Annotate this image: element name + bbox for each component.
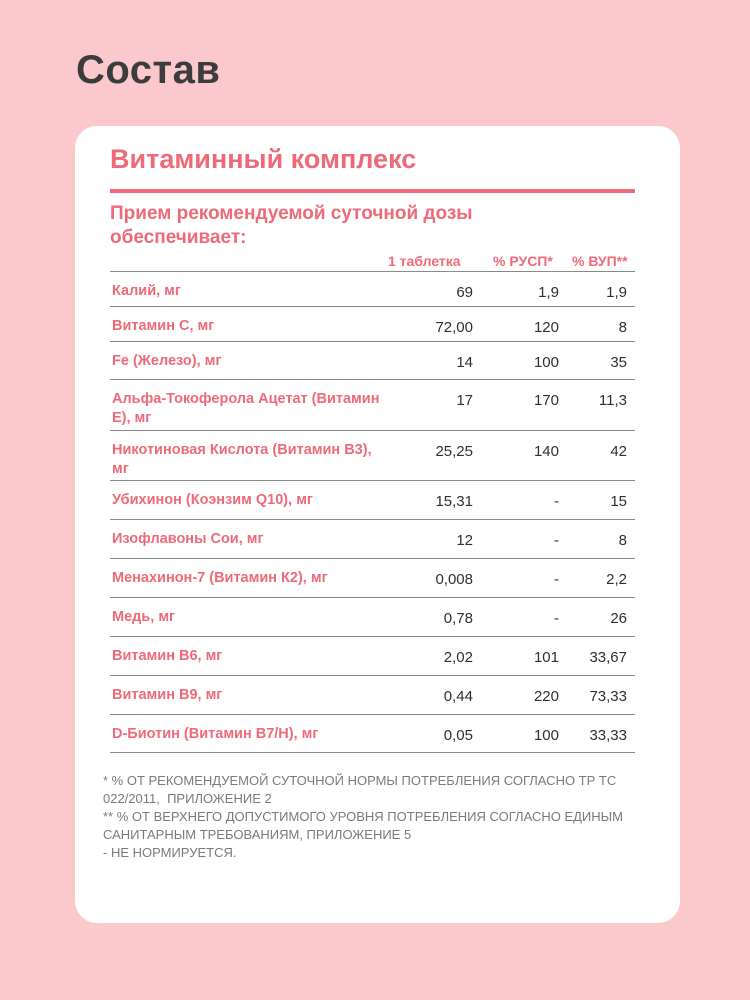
nutrient-name: Никотиновая Кислота (Витамин В3), мг xyxy=(112,442,372,477)
value-vup: 11,3 xyxy=(598,392,627,409)
value-vup: 1,9 xyxy=(606,284,627,301)
value-rusp: 140 xyxy=(533,443,559,460)
table-row xyxy=(110,341,635,379)
value-rusp: 100 xyxy=(533,727,559,744)
table-row xyxy=(110,636,635,675)
table-row xyxy=(110,714,635,753)
nutrient-name: Витамин В9, мг xyxy=(112,687,223,703)
table-row xyxy=(110,430,635,480)
table-row xyxy=(110,306,635,341)
table-row xyxy=(110,597,635,636)
value-rusp: - xyxy=(554,532,559,549)
footnote-rusp: * % ОТ РЕКОМЕНДУЕМОЙ СУТОЧНОЙ НОРМЫ ПОТРЕБЛЕНИЯ СОГЛАСНО ТР ТС 022/2011, ПРИЛОЖЕНИЕ 2 xyxy=(103,773,620,806)
footnotes xyxy=(103,772,663,862)
value-rusp: 120 xyxy=(533,319,559,336)
value-vup: 2,2 xyxy=(606,571,627,588)
column-header-per-tablet: 1 таблетка xyxy=(388,253,461,269)
nutrient-name: D-Биотин (Витамин В7/Н), мг xyxy=(112,726,319,742)
value-per-tablet: 0,78 xyxy=(443,610,473,627)
value-per-tablet: 14 xyxy=(456,354,473,371)
value-vup: 26 xyxy=(610,610,627,627)
value-per-tablet: 15,31 xyxy=(435,493,473,510)
nutrient-name: Убихинон (Коэнзим Q10), мг xyxy=(112,492,313,508)
footnote-not-normed: - НЕ НОРМИРУЕТСЯ. xyxy=(103,845,237,860)
value-per-tablet: 72,00 xyxy=(435,319,473,336)
value-vup: 33,67 xyxy=(589,649,627,666)
value-vup: 8 xyxy=(618,532,627,549)
nutrient-name: Альфа-Токоферола Ацетат (Витамин Е), мг xyxy=(112,391,380,426)
value-per-tablet: 0,44 xyxy=(443,688,473,705)
page-title: Состав xyxy=(76,48,221,92)
nutrient-name: Медь, мг xyxy=(112,609,176,625)
value-rusp: 170 xyxy=(533,392,559,409)
value-per-tablet: 69 xyxy=(456,284,473,301)
value-vup: 42 xyxy=(610,443,627,460)
table-row xyxy=(110,675,635,714)
value-vup: 33,33 xyxy=(589,727,627,744)
composition-card xyxy=(75,126,680,923)
value-rusp: - xyxy=(554,571,559,588)
table-row xyxy=(110,379,635,430)
value-vup: 35 xyxy=(610,354,627,371)
title-divider xyxy=(110,189,635,193)
nutrient-table xyxy=(110,271,635,753)
footnote-vup: ** % ОТ ВЕРХНЕГО ДОПУСТИМОГО УРОВНЯ ПОТРЕБЛЕНИЯ СОГЛАСНО ЕДИНЫМ САНИТАРНЫМ ТРЕБОВАНИЯМ, ПРИЛОЖЕНИЕ 5 xyxy=(103,809,627,842)
nutrient-name: Витамин С, мг xyxy=(112,318,215,334)
nutrient-name: Fe (Железо), мг xyxy=(112,353,222,369)
value-rusp: 100 xyxy=(533,354,559,371)
value-rusp: - xyxy=(554,493,559,510)
value-vup: 8 xyxy=(618,319,627,336)
value-per-tablet: 2,02 xyxy=(443,649,473,666)
intro-text: Прием рекомендуемой суточной дозы обеспечивает: xyxy=(110,203,473,248)
nutrient-name: Витамин В6, мг xyxy=(112,648,223,664)
column-header-vup: % ВУП** xyxy=(572,253,628,269)
table-row xyxy=(110,271,635,306)
value-per-tablet: 17 xyxy=(456,392,473,409)
table-row xyxy=(110,558,635,597)
column-header-rusp: % РУСП* xyxy=(493,253,553,269)
value-rusp: 1,9 xyxy=(538,284,559,301)
nutrient-name: Менахинон-7 (Витамин К2), мг xyxy=(112,570,328,586)
value-per-tablet: 0,05 xyxy=(443,727,473,744)
nutrient-name: Изофлавоны Сои, мг xyxy=(112,531,264,547)
value-vup: 15 xyxy=(610,493,627,510)
value-rusp: 101 xyxy=(533,649,559,666)
value-per-tablet: 12 xyxy=(456,532,473,549)
value-rusp: 220 xyxy=(533,688,559,705)
card-title: Витаминный комплекс xyxy=(110,144,417,174)
nutrient-name: Калий, мг xyxy=(112,283,181,299)
value-rusp: - xyxy=(554,610,559,627)
value-per-tablet: 25,25 xyxy=(435,443,473,460)
table-row xyxy=(110,519,635,558)
value-per-tablet: 0,008 xyxy=(435,571,473,588)
table-row xyxy=(110,480,635,519)
value-vup: 73,33 xyxy=(589,688,627,705)
